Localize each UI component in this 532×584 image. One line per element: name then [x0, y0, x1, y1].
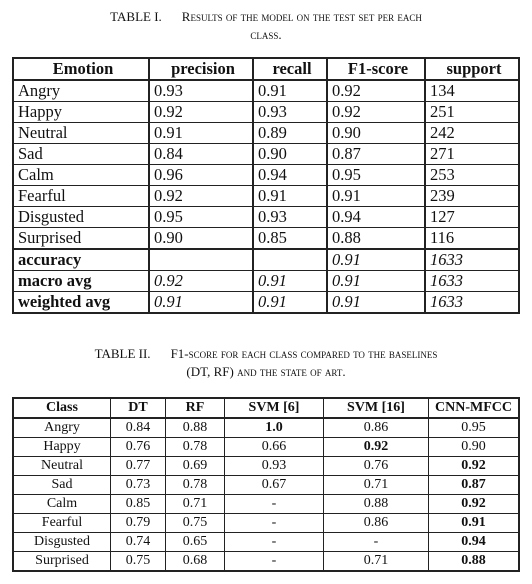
- table1-row: [13, 102, 519, 123]
- table1-cell-precision: 0.90: [149, 228, 253, 250]
- table1-cell-precision: 0.91: [149, 123, 253, 144]
- table1-cell-precision: 0.95: [149, 207, 253, 228]
- table1-cell-f1: 0.92: [327, 80, 425, 102]
- table1-row: [13, 80, 519, 102]
- table1-cell-f1: 0.92: [327, 102, 425, 123]
- table1-col-recall: recall: [253, 58, 327, 80]
- table2-cell-svm6: -: [225, 533, 324, 552]
- table1-row: [13, 144, 519, 165]
- table1-header-row: [13, 58, 519, 80]
- table2-cell-svm16: 0.88: [324, 495, 429, 514]
- table2-cell-svm6: 0.93: [225, 457, 324, 476]
- table1-cell-emotion: Disgusted: [13, 207, 149, 228]
- table2-cell-cnn-mfcc: 0.92: [429, 495, 520, 514]
- table2-row: [13, 552, 519, 572]
- table2-cell-svm16: 0.86: [324, 418, 429, 438]
- table1-row: [13, 123, 519, 144]
- table1-summary-cell-support: 1633: [425, 271, 519, 292]
- table2-cell-rf: 0.78: [166, 476, 225, 495]
- table2-cell-svm6: 0.66: [225, 438, 324, 457]
- table1-cell-precision: 0.92: [149, 102, 253, 123]
- table1-summary-cell-emotion: accuracy: [13, 249, 149, 271]
- table1-cell-emotion: Happy: [13, 102, 149, 123]
- table2-cell-rf: 0.78: [166, 438, 225, 457]
- table1-cell-precision: 0.93: [149, 80, 253, 102]
- table1-caption-line2: class.: [250, 27, 282, 42]
- table1-cell-f1: 0.88: [327, 228, 425, 250]
- table2-cell-class: Fearful: [13, 514, 111, 533]
- table2-cell-rf: 0.69: [166, 457, 225, 476]
- table1-row: [13, 165, 519, 186]
- table2-cell-rf: 0.88: [166, 418, 225, 438]
- table2-col-cnn-mfcc: CNN-MFCC: [429, 398, 520, 418]
- table1-row: [13, 228, 519, 250]
- table1-cell-recall: 0.91: [253, 80, 327, 102]
- table1-cell-emotion: Angry: [13, 80, 149, 102]
- table1-cell-recall: 0.94: [253, 165, 327, 186]
- table2-cell-dt: 0.73: [111, 476, 166, 495]
- table1-label: TABLE I.: [110, 9, 162, 24]
- table1-cell-recall: 0.93: [253, 102, 327, 123]
- table2-cell-dt: 0.77: [111, 457, 166, 476]
- table2-row: [13, 476, 519, 495]
- table2-col-rf: RF: [166, 398, 225, 418]
- table1-cell-support: 239: [425, 186, 519, 207]
- table2-cell-dt: 0.74: [111, 533, 166, 552]
- table1-cell-recall: 0.90: [253, 144, 327, 165]
- table1-cell-support: 116: [425, 228, 519, 250]
- table2-caption-line2: (DT, RF) and the state of art.: [186, 364, 346, 379]
- table2-cell-dt: 0.79: [111, 514, 166, 533]
- table2-cell-class: Happy: [13, 438, 111, 457]
- table1-summary-cell-support: 1633: [425, 249, 519, 271]
- table1-cell-f1: 0.87: [327, 144, 425, 165]
- table1-summary-cell-emotion: weighted avg: [13, 292, 149, 314]
- table1-summary-row: [13, 249, 519, 271]
- table2-cell-dt: 0.84: [111, 418, 166, 438]
- table1-summary-cell-precision: 0.91: [149, 292, 253, 314]
- table1-cell-recall: 0.85: [253, 228, 327, 250]
- table2-col-dt: DT: [111, 398, 166, 418]
- table2-cell-svm16: 0.92: [324, 438, 429, 457]
- table1-col-emotion: Emotion: [13, 58, 149, 80]
- table1-summary-cell-recall: 0.91: [253, 271, 327, 292]
- table1-cell-recall: 0.91: [253, 186, 327, 207]
- table1-summary-cell-recall: [253, 249, 327, 271]
- table1-cell-emotion: Sad: [13, 144, 149, 165]
- table1-cell-emotion: Surprised: [13, 228, 149, 250]
- table1-cell-precision: 0.84: [149, 144, 253, 165]
- table1-summary-cell-precision: [149, 249, 253, 271]
- table2-col-class: Class: [13, 398, 111, 418]
- table1-cell-support: 127: [425, 207, 519, 228]
- table2-cell-svm6: -: [225, 514, 324, 533]
- table2: [12, 397, 520, 572]
- table2-cell-cnn-mfcc: 0.87: [429, 476, 520, 495]
- table2-label: TABLE II.: [94, 346, 151, 361]
- table2-cell-dt: 0.75: [111, 552, 166, 572]
- table2-cell-class: Neutral: [13, 457, 111, 476]
- table2-cell-svm6: 0.67: [225, 476, 324, 495]
- table2-caption-line1: F1-score for each class compared to the baselines: [170, 346, 438, 361]
- table1-cell-support: 253: [425, 165, 519, 186]
- table1-summary-row: [13, 271, 519, 292]
- table1-summary-cell-f1: 0.91: [327, 249, 425, 271]
- table2-cell-class: Surprised: [13, 552, 111, 572]
- table2-cell-svm6: -: [225, 495, 324, 514]
- table2-cell-svm16: 0.71: [324, 476, 429, 495]
- table1-col-support: support: [425, 58, 519, 80]
- table1-cell-recall: 0.89: [253, 123, 327, 144]
- table2-row: [13, 533, 519, 552]
- table1-cell-emotion: Calm: [13, 165, 149, 186]
- table2-cell-svm6: 1.0: [225, 418, 324, 438]
- table1-summary-cell-f1: 0.91: [327, 271, 425, 292]
- table1-cell-precision: 0.96: [149, 165, 253, 186]
- table1-col-precision: precision: [149, 58, 253, 80]
- table1-summary-cell-precision: 0.92: [149, 271, 253, 292]
- table2-cell-dt: 0.85: [111, 495, 166, 514]
- table2-cell-dt: 0.76: [111, 438, 166, 457]
- table2-cell-rf: 0.71: [166, 495, 225, 514]
- table1-cell-support: 242: [425, 123, 519, 144]
- table2-col-svm6: SVM [6]: [225, 398, 324, 418]
- table1-summary-row: [13, 292, 519, 314]
- table1-cell-f1: 0.95: [327, 165, 425, 186]
- table2-cell-rf: 0.75: [166, 514, 225, 533]
- table1-caption: [0, 8, 532, 25]
- table1-row: [13, 207, 519, 228]
- table2-col-svm16: SVM [16]: [324, 398, 429, 418]
- table2-row: [13, 418, 519, 438]
- table2-cell-cnn-mfcc: 0.94: [429, 533, 520, 552]
- table2-cell-class: Disgusted: [13, 533, 111, 552]
- table2-row: [13, 495, 519, 514]
- table1-cell-precision: 0.92: [149, 186, 253, 207]
- table1-col-f1: F1-score: [327, 58, 425, 80]
- table1-caption-line1: Results of the model on the test set per each: [181, 9, 422, 24]
- table2-cell-svm16: 0.76: [324, 457, 429, 476]
- table1-cell-f1: 0.90: [327, 123, 425, 144]
- table1-cell-support: 251: [425, 102, 519, 123]
- table1: [12, 57, 520, 314]
- table2-cell-rf: 0.65: [166, 533, 225, 552]
- table1-summary-cell-recall: 0.91: [253, 292, 327, 314]
- table2-cell-cnn-mfcc: 0.91: [429, 514, 520, 533]
- table2-row: [13, 438, 519, 457]
- table2-header-row: [13, 398, 519, 418]
- table2-cell-svm16: 0.71: [324, 552, 429, 572]
- table1-cell-f1: 0.91: [327, 186, 425, 207]
- table1-summary-cell-support: 1633: [425, 292, 519, 314]
- table2-cell-cnn-mfcc: 0.88: [429, 552, 520, 572]
- table2-cell-class: Calm: [13, 495, 111, 514]
- table1-cell-emotion: Neutral: [13, 123, 149, 144]
- table2-cell-cnn-mfcc: 0.90: [429, 438, 520, 457]
- table2-cell-class: Sad: [13, 476, 111, 495]
- table2-cell-svm16: 0.86: [324, 514, 429, 533]
- table2-cell-rf: 0.68: [166, 552, 225, 572]
- table1-cell-emotion: Fearful: [13, 186, 149, 207]
- table1-cell-support: 134: [425, 80, 519, 102]
- table2-caption: [0, 345, 532, 362]
- table1-cell-recall: 0.93: [253, 207, 327, 228]
- table2-cell-svm6: -: [225, 552, 324, 572]
- table1-summary-cell-emotion: macro avg: [13, 271, 149, 292]
- table2-row: [13, 514, 519, 533]
- table1-cell-support: 271: [425, 144, 519, 165]
- table2-cell-class: Angry: [13, 418, 111, 438]
- table2-row: [13, 457, 519, 476]
- table2-cell-cnn-mfcc: 0.92: [429, 457, 520, 476]
- table1-row: [13, 186, 519, 207]
- table2-cell-cnn-mfcc: 0.95: [429, 418, 520, 438]
- table1-cell-f1: 0.94: [327, 207, 425, 228]
- table1-summary-cell-f1: 0.91: [327, 292, 425, 314]
- table2-cell-svm16: -: [324, 533, 429, 552]
